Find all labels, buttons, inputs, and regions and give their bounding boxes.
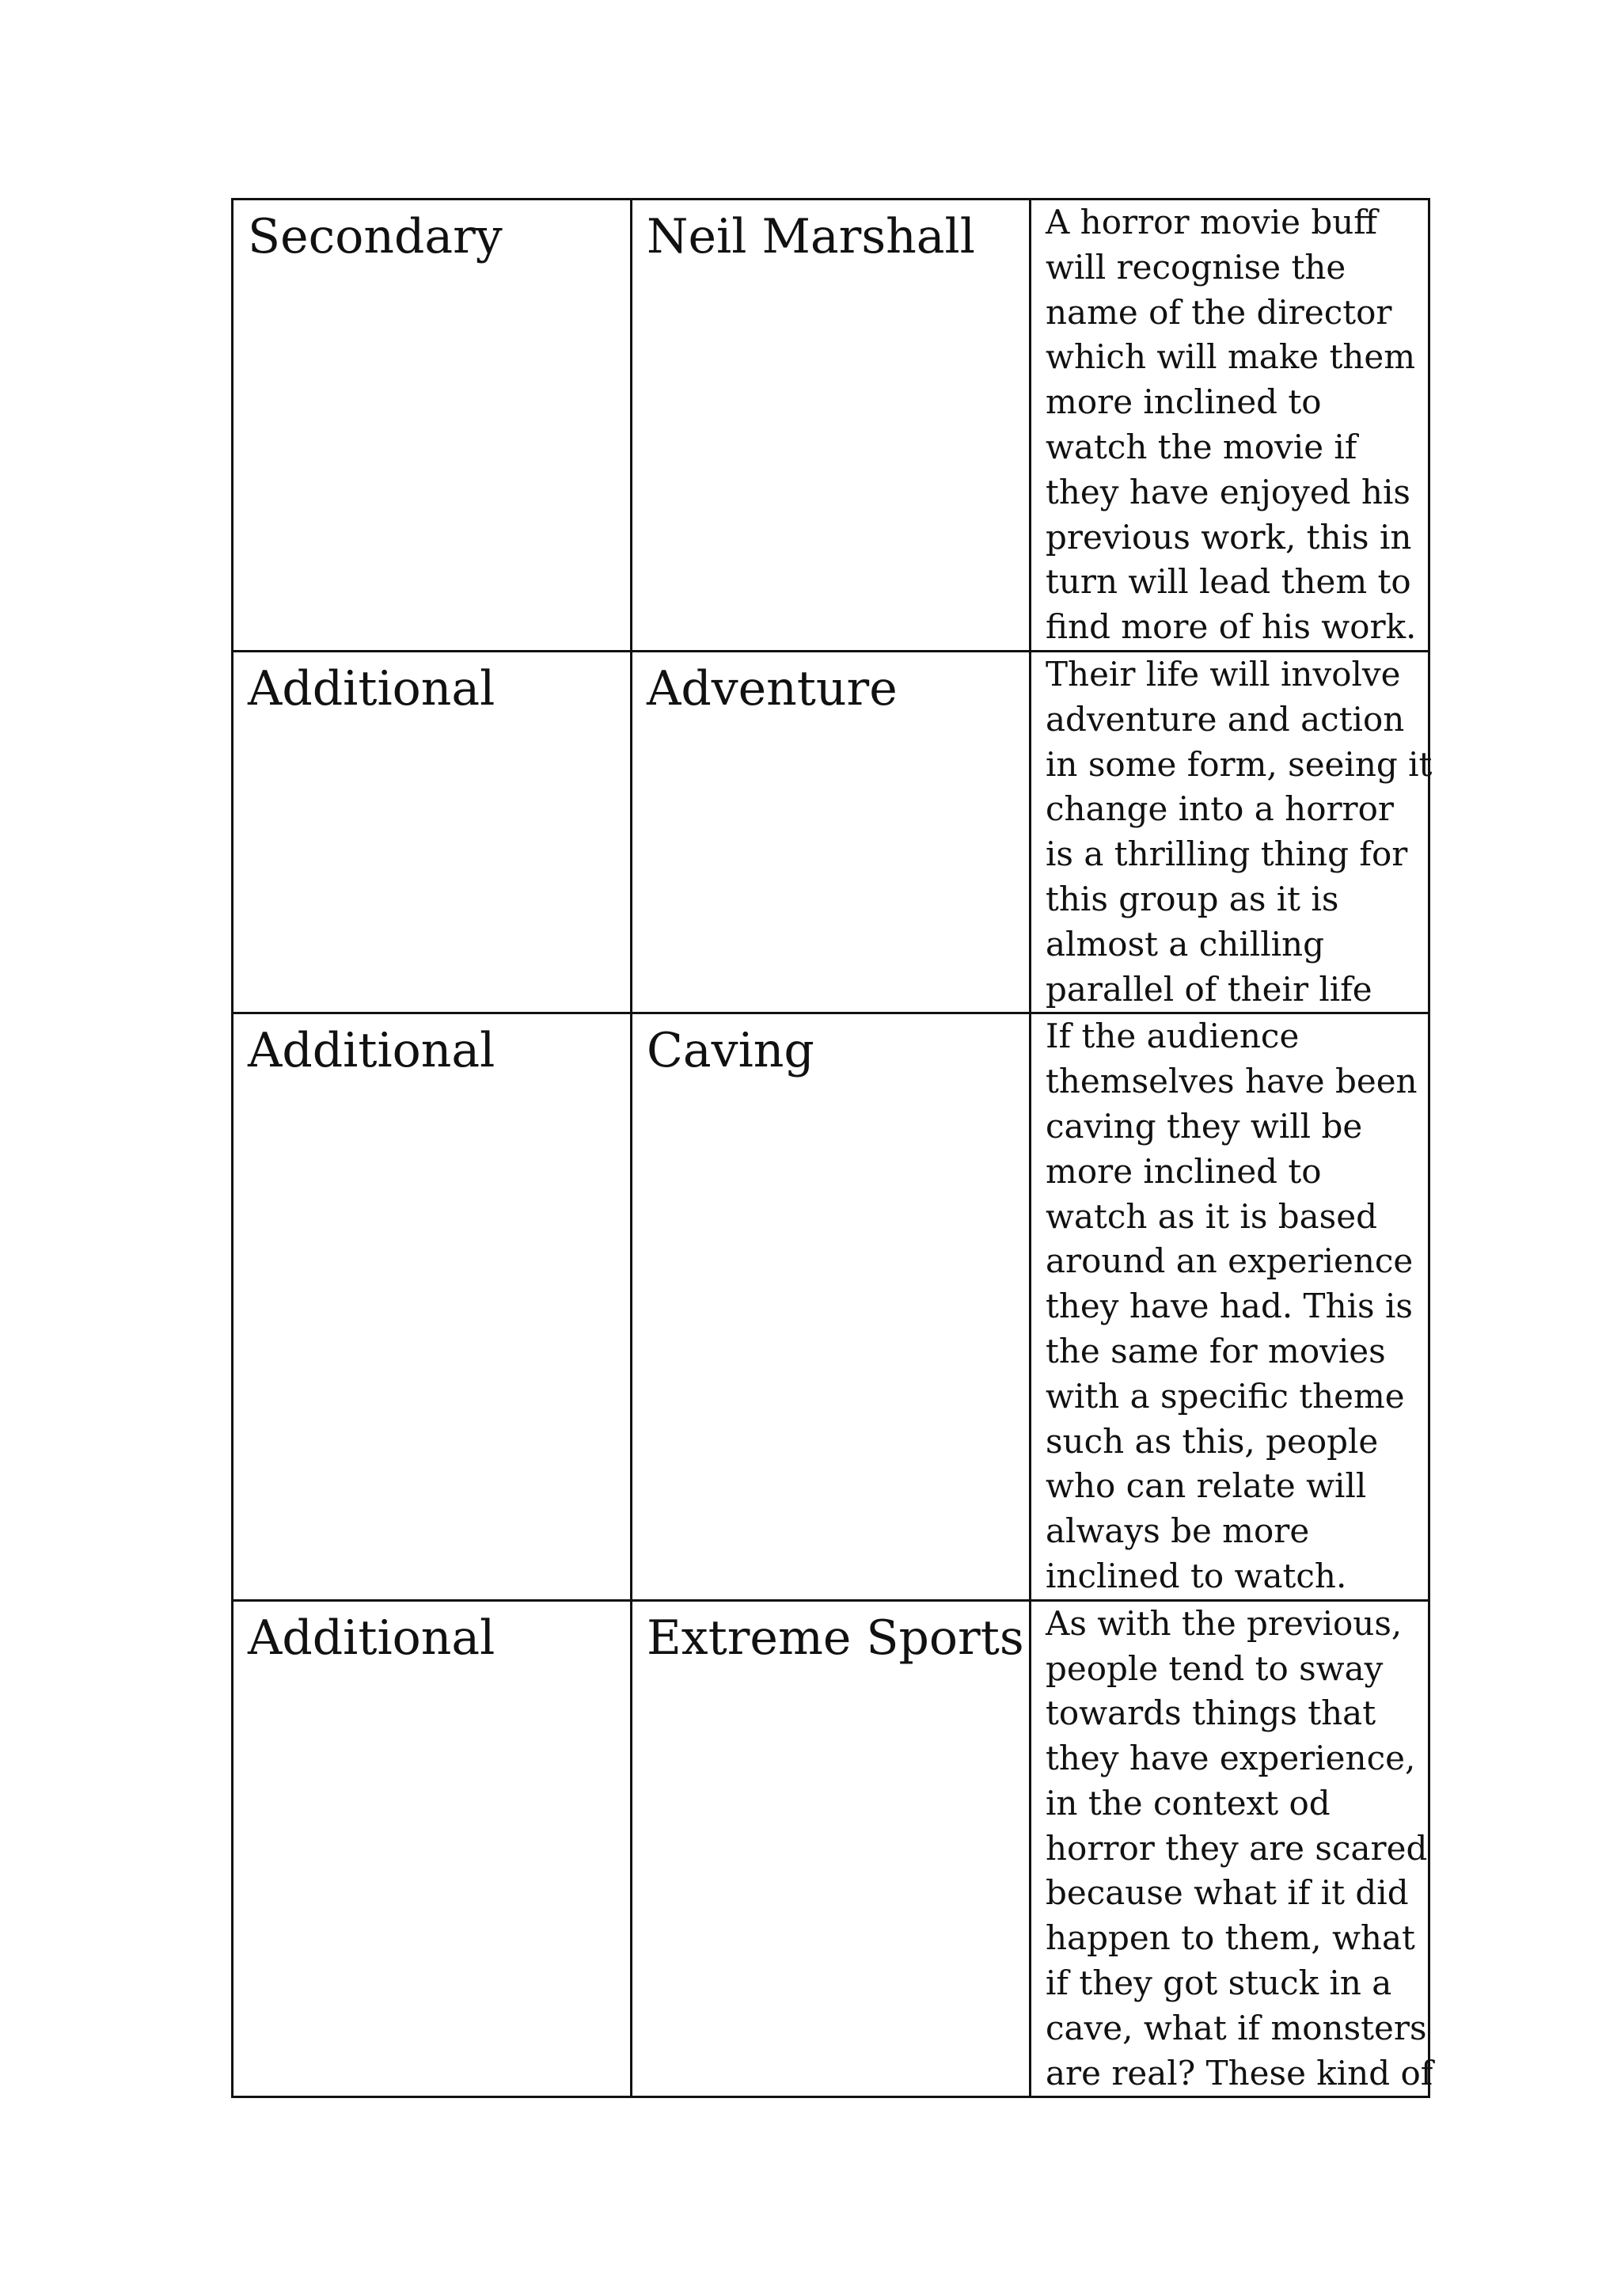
description-line: previous work, this in — [1046, 517, 1412, 557]
description-cell — [1031, 200, 1429, 652]
description-line: if they got stuck in a — [1046, 1963, 1392, 2003]
table-row — [233, 651, 1429, 1013]
description-line: are real? These kind of — [1046, 2053, 1433, 2093]
category-text: Additional — [248, 1023, 495, 1079]
description-cell — [1031, 651, 1433, 1013]
description-line: A horror movie buff — [1046, 203, 1378, 241]
description-line: around an experience — [1046, 1241, 1414, 1281]
description-line: happen to them, what — [1046, 1918, 1415, 1958]
description-line: horror they are scared — [1046, 1828, 1428, 1868]
description-line: change into a horror — [1046, 789, 1394, 829]
label-text: Neil Marshall — [647, 209, 975, 264]
description-line: who can relate will — [1046, 1466, 1367, 1506]
description-line: the same for movies — [1046, 1331, 1386, 1370]
description-line: this group as it is — [1046, 879, 1339, 918]
description-line: name of the director — [1046, 292, 1392, 332]
description-cell — [1031, 1013, 1429, 1600]
description-line: adventure and action — [1046, 699, 1405, 739]
description-text — [1031, 200, 1428, 650]
description-cell — [1031, 1600, 1433, 2097]
category-cell — [233, 1600, 632, 2097]
description-line: parallel of their life — [1046, 969, 1372, 1009]
label-cell — [632, 1013, 1031, 1600]
description-line: which will make them — [1046, 337, 1416, 377]
label-text: Caving — [647, 1023, 814, 1079]
table-row — [233, 1013, 1429, 1600]
description-line: such as this, people — [1046, 1421, 1379, 1461]
description-line: watch as it is based — [1046, 1196, 1377, 1236]
category-text: Additional — [248, 1610, 495, 1666]
table-row — [233, 1600, 1429, 2097]
description-line: is a thrilling thing for — [1046, 834, 1408, 874]
description-line: Their life will involve — [1046, 654, 1401, 694]
description-text — [1031, 1014, 1428, 1598]
category-text: Secondary — [248, 209, 503, 264]
description-line: they have experience, — [1046, 1739, 1416, 1778]
description-line: cave, what if monsters — [1046, 2008, 1427, 2047]
description-line: almost a chilling — [1046, 924, 1324, 964]
label-text: Extreme Sports — [647, 1610, 1024, 1666]
description-line: caving they will be — [1046, 1106, 1363, 1146]
description-line: inclined to watch. — [1046, 1556, 1347, 1595]
category-cell — [233, 200, 632, 652]
description-line: in the context od — [1046, 1783, 1331, 1823]
audience-table — [231, 198, 1433, 2098]
table-row — [233, 200, 1429, 652]
description-line: turn will lead them to — [1046, 562, 1411, 602]
label-cell — [632, 651, 1031, 1013]
description-line: As with the previous, — [1046, 1603, 1403, 1643]
description-line: because what if it did — [1046, 1873, 1409, 1913]
description-line: find more of his work. — [1046, 607, 1417, 647]
description-line: more inclined to — [1046, 382, 1322, 422]
description-text — [1031, 652, 1433, 1012]
description-line: people tend to sway — [1046, 1648, 1384, 1688]
label-cell — [632, 200, 1031, 652]
description-text — [1031, 1602, 1433, 2096]
category-cell — [233, 1013, 632, 1600]
description-line: watch the movie if — [1046, 427, 1357, 466]
description-line: they have enjoyed his — [1046, 472, 1410, 511]
category-cell — [233, 651, 632, 1013]
label-cell — [632, 1600, 1031, 2097]
label-text: Adventure — [647, 660, 898, 717]
description-line: themselves have been — [1046, 1062, 1418, 1101]
description-line: they have had. This is — [1046, 1287, 1413, 1326]
description-line: will recognise the — [1046, 247, 1346, 287]
description-line: If the audience — [1046, 1017, 1300, 1056]
category-text: Additional — [248, 660, 495, 717]
description-line: in some form, seeing it — [1046, 744, 1433, 784]
description-line: with a specific theme — [1046, 1376, 1405, 1416]
description-line: towards things that — [1046, 1693, 1376, 1733]
description-line: always be more — [1046, 1511, 1310, 1551]
description-line: more inclined to — [1046, 1151, 1322, 1191]
